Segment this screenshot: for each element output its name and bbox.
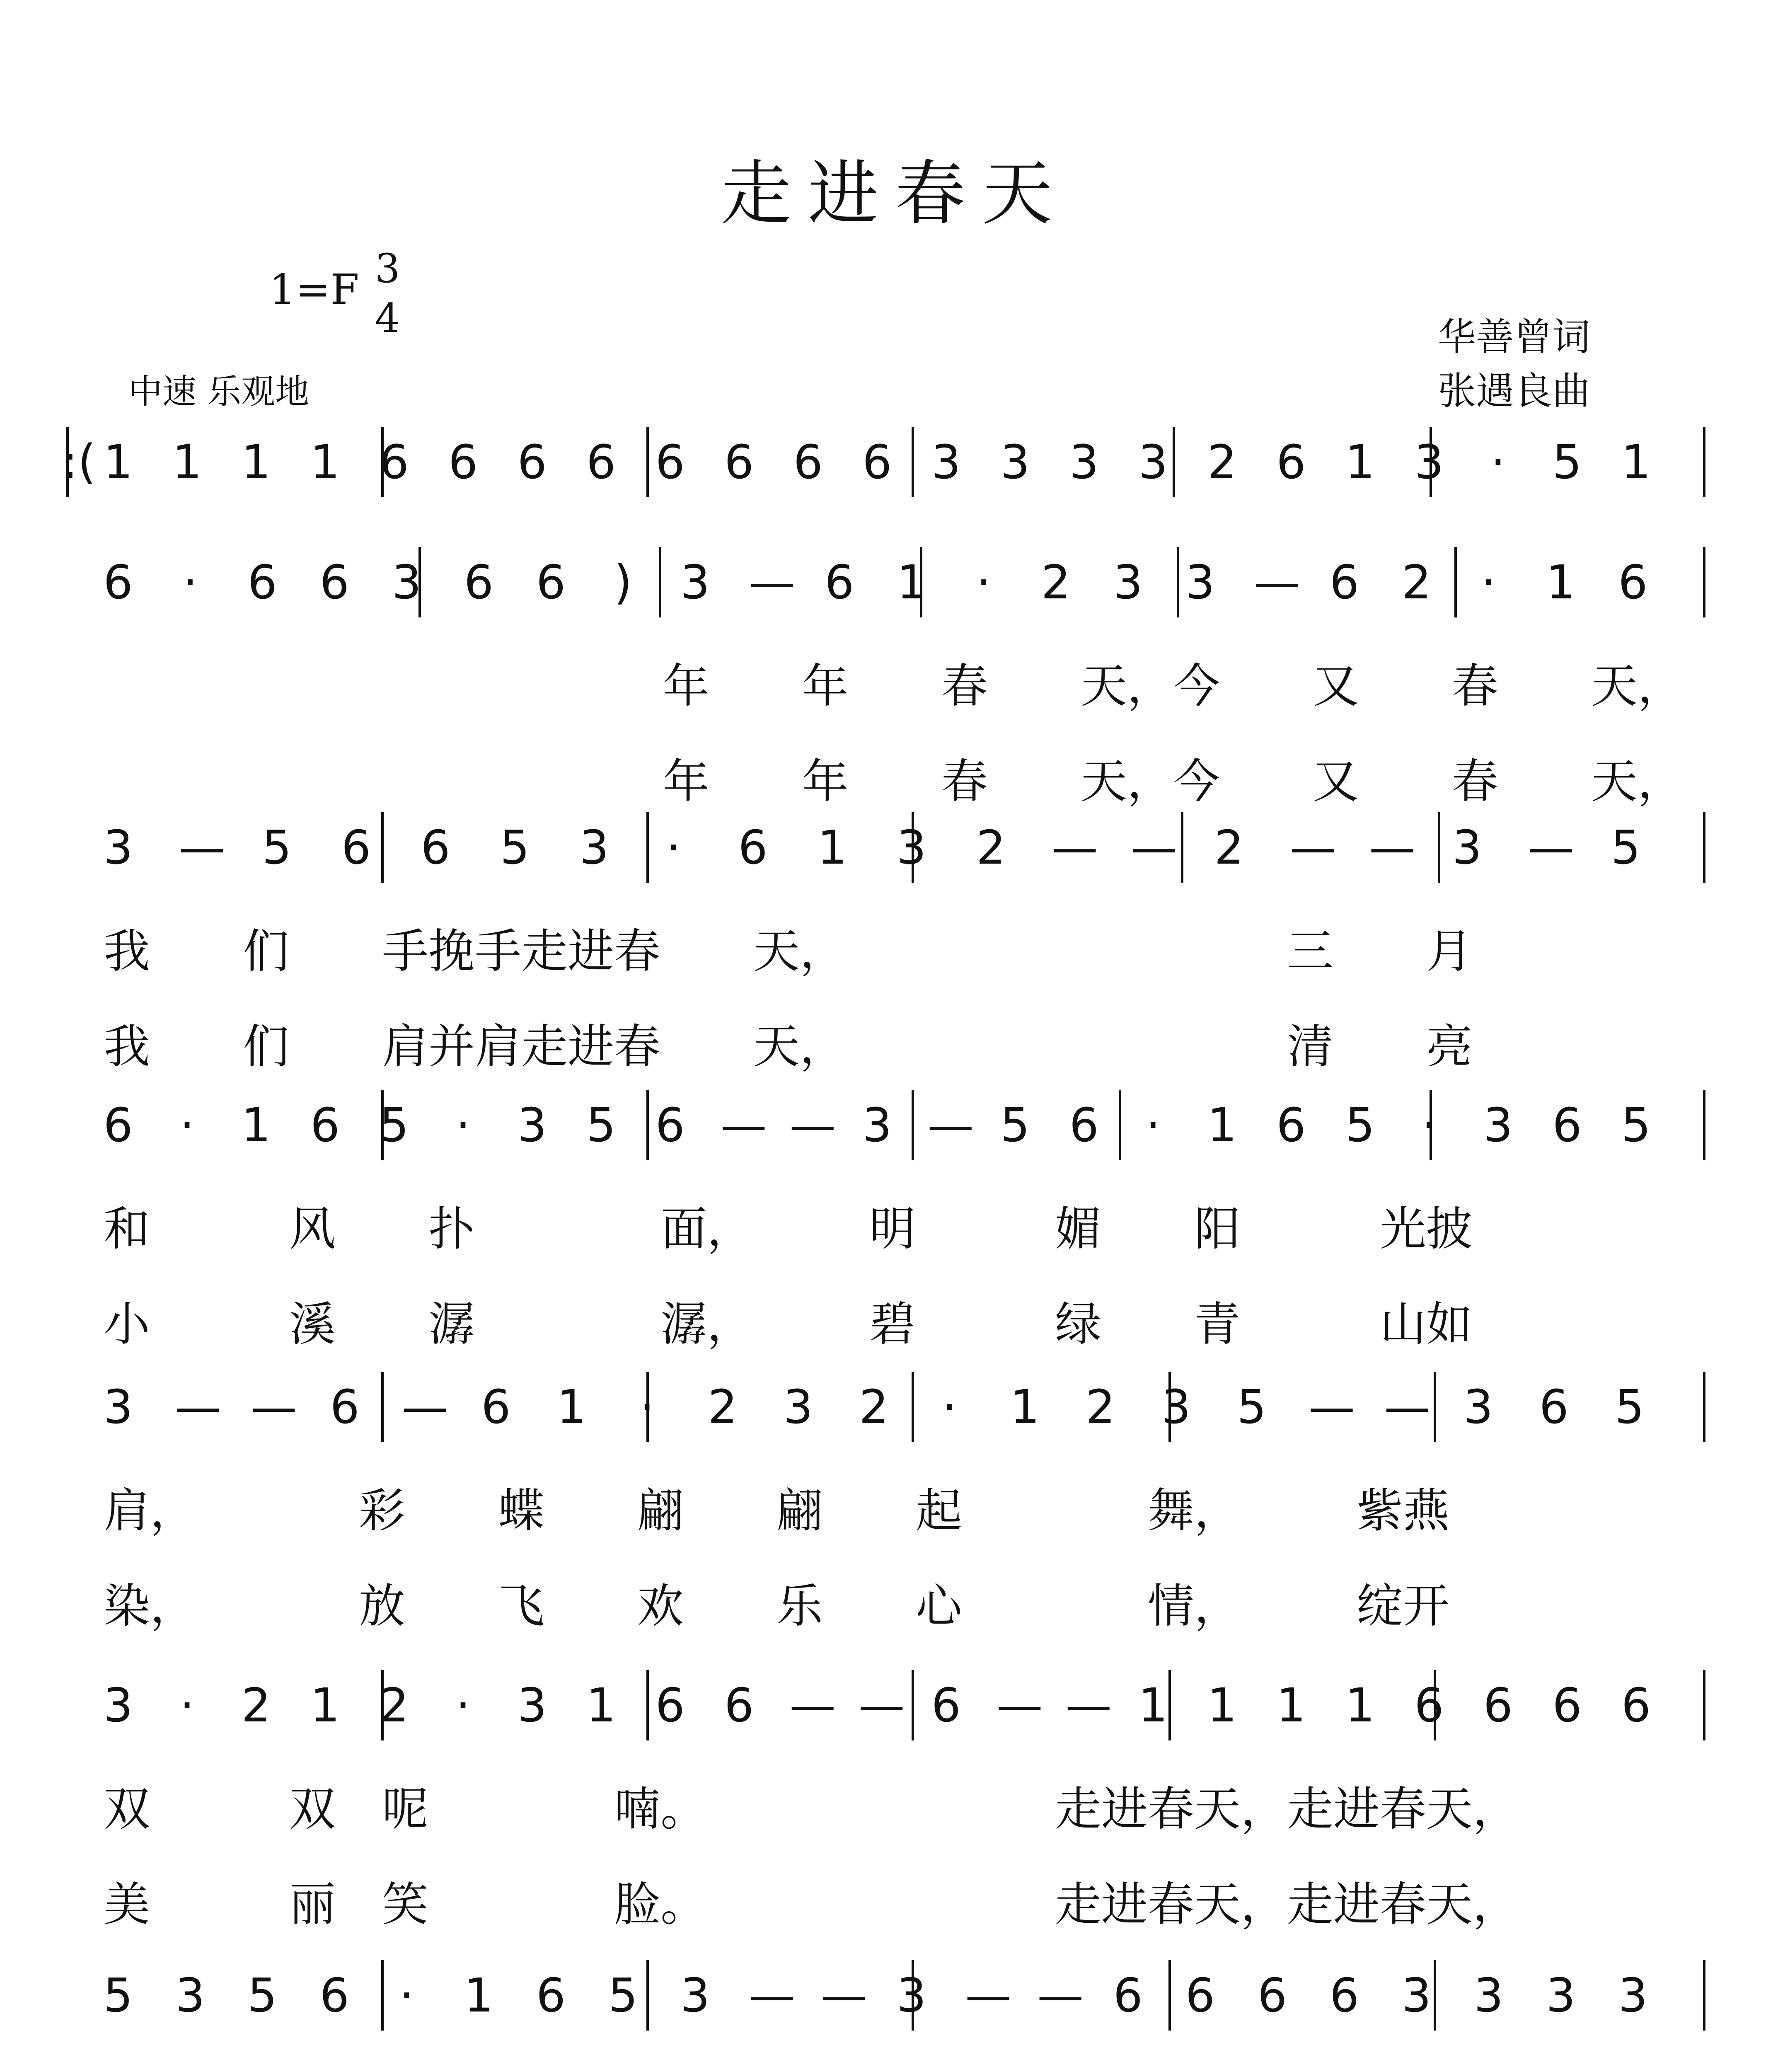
note: 6: [1329, 556, 1359, 610]
note-dash: —: [858, 1679, 905, 1733]
barline: [1703, 1670, 1705, 1740]
note: 6: [1276, 436, 1306, 489]
note-dot: ·: [639, 1380, 655, 1434]
barline: [1168, 1960, 1171, 2031]
note: 3: [1185, 556, 1215, 610]
note-dash: —: [1253, 556, 1300, 610]
note: 3: [1113, 556, 1143, 610]
repeat-open-paren: :(: [62, 435, 96, 489]
note-dash: —: [820, 1969, 867, 2023]
barline: [1434, 1372, 1436, 1442]
note-dot: ·: [1422, 1099, 1437, 1152]
note: 3: [517, 1099, 547, 1152]
note: 3: [103, 821, 133, 875]
note: 6: [481, 1380, 511, 1434]
note: 2: [379, 1679, 409, 1733]
note: 6: [103, 1099, 133, 1152]
note: 1: [464, 1969, 494, 2023]
note: 6: [1329, 1969, 1359, 2023]
note: 1: [310, 1679, 340, 1733]
note: 2: [708, 1380, 738, 1434]
note-dash: —: [789, 1679, 836, 1733]
time-signature-top: 3: [375, 245, 400, 292]
note: 1: [310, 436, 340, 489]
note-dash: —: [927, 1099, 974, 1152]
note: 5: [1345, 1099, 1375, 1152]
note: 1: [556, 1380, 586, 1434]
barline: [1703, 812, 1705, 883]
note-dash: —: [1309, 1380, 1355, 1434]
lyric-verse-1: 双 双 呢 喃。 走进春天，走进春天，: [104, 1782, 1519, 1836]
note: 3: [1463, 1380, 1493, 1434]
note: 1: [817, 821, 847, 875]
key-signature: 1=F: [269, 265, 359, 314]
note: 6: [1257, 1969, 1287, 2023]
note: 3: [1138, 436, 1168, 489]
note: 2: [1086, 1380, 1115, 1434]
note: 3: [1474, 1969, 1504, 2023]
note: 3: [1483, 1099, 1513, 1152]
note: 3: [175, 1969, 205, 2023]
barline: [646, 812, 649, 883]
note: 1: [1345, 436, 1375, 489]
note: 3: [680, 556, 710, 610]
barline: [912, 1090, 914, 1160]
note: 2: [1041, 556, 1071, 610]
barline: [646, 1960, 649, 2031]
note: 6: [1414, 1679, 1444, 1733]
note: 6: [1113, 1969, 1143, 2023]
note: 6: [738, 821, 768, 875]
note: 6: [793, 436, 823, 489]
note-dot: ·: [179, 1679, 195, 1733]
note-dot: ·: [1490, 436, 1506, 489]
note: 6: [862, 436, 892, 489]
note: 6: [103, 556, 133, 610]
note: 1: [1621, 436, 1651, 489]
note: 1: [241, 1099, 271, 1152]
note: 1: [1276, 1679, 1306, 1733]
note-dot: ·: [976, 556, 991, 610]
note: 6: [1276, 1099, 1306, 1152]
note: 3: [931, 436, 961, 489]
note: 6: [1618, 556, 1648, 610]
barline: [646, 1670, 649, 1740]
note: 2: [976, 821, 1006, 875]
note-dot: ·: [455, 1679, 471, 1733]
barline: [381, 812, 384, 883]
note: 6: [536, 556, 566, 610]
note: 6: [319, 1969, 349, 2023]
note: 6: [931, 1679, 961, 1733]
note: 2: [241, 1679, 271, 1733]
note: 1: [1207, 1099, 1237, 1152]
barline: [381, 1372, 384, 1442]
barline: [1703, 547, 1705, 617]
note-dash: —: [720, 1099, 767, 1152]
note: 6: [825, 556, 854, 610]
time-signature-bottom: 4: [375, 295, 400, 341]
note: 3: [103, 1679, 133, 1733]
lyric-verse-2: 小 溪 潺 潺， 碧 绿 青 山如: [104, 1297, 1473, 1351]
note-dash: —: [1131, 821, 1178, 875]
note: 1: [1207, 1679, 1237, 1733]
note: 6: [379, 436, 409, 489]
note: 6: [1185, 1969, 1215, 2023]
note-dash: —: [1369, 821, 1415, 875]
lyric-verse-2: 我 们 肩并肩走进春 天， 清 亮: [104, 1020, 1473, 1074]
note: 5: [1621, 1099, 1651, 1152]
note: 6: [655, 1099, 685, 1152]
note: 6: [464, 556, 494, 610]
note: 1: [241, 436, 271, 489]
note-dot: ·: [942, 1380, 957, 1434]
note-dash: —: [179, 821, 225, 875]
note: 3: [1618, 1969, 1648, 2023]
note: 2: [1401, 556, 1432, 610]
note-dot: ·: [179, 1099, 195, 1152]
note: 1: [586, 1679, 616, 1733]
note: 6: [724, 1679, 754, 1733]
note: 5: [247, 1969, 277, 2023]
note: 1: [172, 436, 202, 489]
note: 6: [330, 1380, 360, 1434]
note: 6: [1552, 1099, 1582, 1152]
barline: [1703, 1960, 1705, 2031]
note: 5: [1611, 821, 1641, 875]
note: 5: [586, 1099, 616, 1152]
note: 3: [680, 1969, 710, 2023]
note: 5: [608, 1969, 638, 2023]
note-dash: —: [1065, 1679, 1112, 1733]
note-dash: —: [748, 1969, 795, 2023]
song-title: 走进春天: [721, 153, 1069, 235]
note: 6: [310, 1099, 340, 1152]
note-dot: ·: [455, 1099, 471, 1152]
barline: [1173, 427, 1175, 497]
note-dash: —: [1037, 1969, 1084, 2023]
note: 5: [1000, 1099, 1030, 1152]
note: 1: [1345, 1679, 1375, 1733]
note-dot: ·: [1146, 1099, 1161, 1152]
note: 6: [421, 821, 450, 875]
note: 2: [1214, 821, 1244, 875]
note: 3: [897, 1969, 926, 2023]
note: 1: [1138, 1679, 1168, 1733]
note: 6: [247, 556, 277, 610]
note: 1: [1010, 1380, 1040, 1434]
note-dash: —: [1528, 821, 1574, 875]
lyric-verse-1: 年 年 春 天，今 又 春 天，: [663, 659, 1684, 713]
note: 6: [448, 436, 478, 489]
barline: [381, 1960, 384, 2031]
barline: [1177, 547, 1179, 617]
note: 3: [103, 1380, 133, 1434]
barline: [1703, 1372, 1705, 1442]
note: 6: [517, 436, 547, 489]
lyric-verse-1: 肩， 彩 蝶 翩 翩 起 舞， 紫燕: [104, 1484, 1449, 1538]
note: 1: [897, 556, 926, 610]
barline: [1703, 427, 1705, 497]
note: 5: [1552, 436, 1582, 489]
note-dash: —: [965, 1969, 1012, 2023]
note: 3: [1161, 1380, 1191, 1434]
note-dash: —: [1384, 1380, 1431, 1434]
note: 6: [1069, 1099, 1099, 1152]
note: 6: [1539, 1380, 1569, 1434]
composer-credit: 张遇良曲: [1438, 369, 1591, 413]
note-dash: —: [402, 1380, 448, 1434]
barline: [659, 547, 661, 617]
note: 6: [655, 436, 685, 489]
barline: [912, 1670, 914, 1740]
note: 3: [1452, 821, 1482, 875]
note: 6: [655, 1679, 685, 1733]
note: 5: [1614, 1380, 1645, 1434]
note: 6: [1552, 1679, 1582, 1733]
barline: [1181, 812, 1183, 883]
note: 5: [103, 1969, 133, 2023]
barline: [1438, 812, 1440, 883]
note-dot: ·: [1481, 556, 1496, 610]
note: 5: [1237, 1380, 1267, 1434]
tempo-marking: 中速 乐观地: [128, 372, 310, 411]
note: 1: [1546, 556, 1576, 610]
note: 3: [579, 821, 609, 875]
lyric-verse-2: 美 丽 笑 脸。 走进春天，走进春天，: [104, 1878, 1519, 1932]
note: 3: [783, 1380, 813, 1434]
note: 6: [341, 821, 371, 875]
note: 6: [536, 1969, 566, 2023]
note-dash: —: [996, 1679, 1043, 1733]
note-dot: ·: [666, 821, 681, 875]
barline: [1119, 1090, 1121, 1160]
note-dot: ·: [183, 556, 198, 610]
note: 3: [1546, 1969, 1576, 2023]
note-dash: —: [1289, 821, 1336, 875]
note: 6: [1483, 1679, 1513, 1733]
note: 3: [1069, 436, 1099, 489]
note: 6: [319, 556, 349, 610]
lyric-verse-1: 我 们 手挽手走进春 天， 三 月: [104, 925, 1473, 978]
lyric-verse-2: 染， 放 飞 欢 乐 心 情， 绽开: [104, 1579, 1449, 1633]
note: ): [614, 556, 632, 610]
note-dot: ·: [399, 1969, 414, 2023]
note: 3: [517, 1679, 547, 1733]
barline: [646, 1090, 649, 1160]
barline: [1703, 1090, 1705, 1160]
note: 6: [586, 436, 616, 489]
note-dash: —: [1052, 821, 1098, 875]
note: 3: [1000, 436, 1030, 489]
note: 2: [1207, 436, 1237, 489]
lyric-verse-1: 和 风 扑 面， 明 媚 阳 光披: [104, 1202, 1473, 1256]
note: 6: [1621, 1679, 1651, 1733]
note-dash: —: [748, 556, 795, 610]
note: 3: [897, 821, 926, 875]
note-dash: —: [250, 1380, 297, 1434]
note: 2: [859, 1380, 889, 1434]
note-dash: —: [175, 1380, 222, 1434]
note: 6: [724, 436, 754, 489]
barline: [912, 1372, 914, 1442]
lyric-verse-2: 年 年 春 天，今 又 春 天，: [663, 755, 1684, 808]
barline: [646, 427, 649, 497]
barline: [912, 427, 914, 497]
barline: [1454, 547, 1457, 617]
note-dash: —: [789, 1099, 836, 1152]
note: 3: [862, 1099, 892, 1152]
note: 5: [262, 821, 292, 875]
note: 3: [1414, 436, 1444, 489]
note: 5: [379, 1099, 409, 1152]
note: 3: [1401, 1969, 1432, 2023]
lyricist-credit: 华善曾词: [1438, 315, 1591, 359]
note: 1: [103, 436, 133, 489]
note: 5: [500, 821, 530, 875]
note: 3: [392, 556, 421, 610]
